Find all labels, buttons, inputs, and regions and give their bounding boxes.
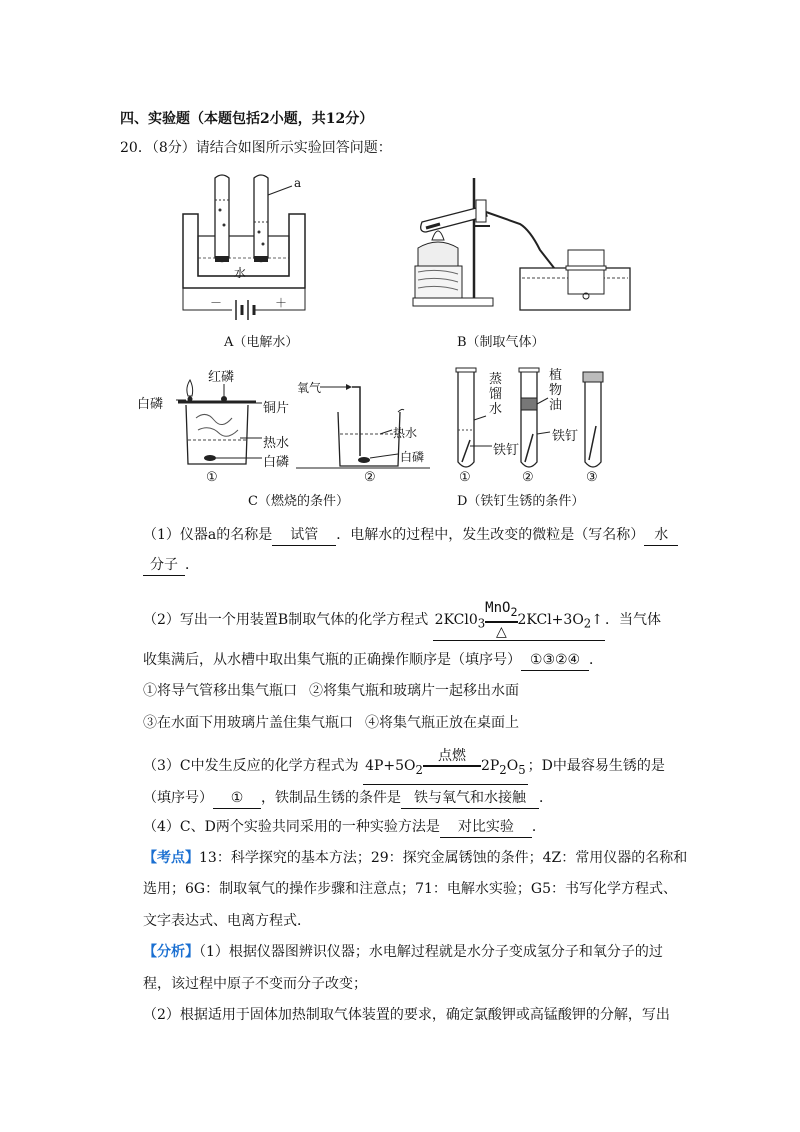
label-plant-oil: 植物油 <box>549 368 563 413</box>
q2-line2 <box>143 650 603 671</box>
q3-text-d: ，铁制品生锈的条件是 <box>261 790 401 806</box>
q2-eq-rhs: 2KCl+3O <box>517 611 584 628</box>
q3-eq-rhs-sub2: 5 <box>518 762 526 777</box>
q3-answer-1: ① <box>213 788 261 809</box>
label-hot-water2: 热水 <box>393 426 418 440</box>
q3-line2 <box>143 788 553 809</box>
q2-option-1: ①将导气管移出集气瓶口 <box>143 683 297 699</box>
label-c-n1: ① <box>206 470 218 485</box>
fenxi-line2: 程，该过程中原子不变而分子改变； <box>143 976 367 992</box>
q1-text-a: （1）仪器a的名称是 <box>143 527 273 543</box>
q3-answer-2: 铁与氧气和水接触 <box>401 788 539 809</box>
q2-option-3: ③在水面下用玻璃片盖住集气瓶口 <box>143 715 353 731</box>
label-oxygen: 氧气 <box>297 381 322 395</box>
label-water: 水 <box>234 266 247 280</box>
q3-eq-rhs-sub1: 2 <box>499 762 507 777</box>
q3-equation <box>363 748 528 785</box>
q1-end: ． <box>185 557 199 573</box>
label-d-n3: ③ <box>586 470 598 485</box>
q1-answer-1: 试管 <box>272 525 336 546</box>
q3-text-a: （3）C中发生反应的化学方程式为 <box>143 758 359 774</box>
q3-text-b: ；D中最容易生锈的是 <box>527 758 665 774</box>
kaodian-tag: 【考点】 <box>143 850 199 866</box>
q2-equation <box>433 600 605 641</box>
q2-end: ． <box>589 652 603 668</box>
q3-eq-rhs: 2P <box>480 758 500 774</box>
label-nail1: 铁钉 <box>493 443 520 458</box>
q2-options-row2 <box>143 713 519 733</box>
q2-cond-top: MnO <box>485 600 511 616</box>
kaodian-line2: 选用；6G：制取氧气的操作步骤和注意点；71：电解水实验；G5：书写化学方程式、 <box>143 881 677 897</box>
fenxi-tag: 【分析】 <box>143 944 199 960</box>
q4-end: ． <box>531 819 546 835</box>
label-a: a <box>294 176 302 190</box>
kaodian-text-1: 13：科学探究的基本方法；29：探究金属锈蚀的条件；4Z：常用仪器的名称和 <box>199 850 688 866</box>
q3-line1 <box>143 748 665 785</box>
section-title: 四、实验题（本题包括2小题，共12分） <box>120 111 374 127</box>
q2-eq-condition <box>485 600 517 640</box>
q4-text-a: （4）C、D两个实验共同采用的一种实验方法是 <box>143 819 440 835</box>
label-white-p: 白磷 <box>137 397 164 412</box>
q2-cond-bottom: △ <box>495 623 507 640</box>
q3-end: ． <box>539 790 553 806</box>
label-white-p2: 白磷 <box>263 455 290 470</box>
caption-c: C（燃烧的条件） <box>248 494 349 509</box>
q2-options-row1 <box>143 681 519 701</box>
q1-line1 <box>143 525 678 546</box>
caption-d: D（铁钉生锈的条件） <box>457 494 585 509</box>
kaodian-line3: 文字表达式、电离方程式． <box>143 913 311 929</box>
q2-text-a: （2）写出一个用装置B制取气体的化学方程式 <box>143 611 429 628</box>
q3-cond: 点燃 <box>437 748 466 764</box>
q3-eq-lhs-sub: 2 <box>415 762 423 777</box>
fenxi-text-1: （1）根据仪器图辨识仪器；水电解过程就是水分子变成氢分子和氧分子的过 <box>199 944 663 960</box>
q3-eq-lhs: 4P+5O <box>365 758 416 774</box>
q2-eq-lhs-sub: 3 <box>477 616 486 631</box>
question-points: （8分） <box>151 140 196 156</box>
label-c-n2: ② <box>364 470 376 485</box>
q2-text-c: 收集满后，从水槽中取出集气瓶的正确操作顺序是（填序号） <box>143 652 521 668</box>
q1-text-b: ．电解水的过程中，发生改变的微粒是（写名称） <box>336 527 645 543</box>
label-white-p3: 白磷 <box>400 450 425 464</box>
q2-answer: ①③②④ <box>521 650 589 671</box>
q2-cond-top-sub: 2 <box>510 604 518 619</box>
q2-option-2: ②将集气瓶和玻璃片一起移出水面 <box>309 683 519 699</box>
question-number: 20． <box>120 140 152 156</box>
q4-line <box>143 817 546 838</box>
q2-line1 <box>143 600 661 641</box>
label-d-n2: ② <box>522 470 534 485</box>
q2-eq-rhs-sub: 2 <box>583 616 592 631</box>
label-red-p: 红磷 <box>208 370 235 385</box>
q2-eq-arrow: ↑ <box>591 611 603 628</box>
caption-a: A（电解水） <box>224 335 299 350</box>
q2-option-4: ④将集气瓶正放在桌面上 <box>365 715 519 731</box>
q3-eq-condition <box>423 748 481 784</box>
q3-text-c: （填序号） <box>143 790 213 806</box>
q1-line2 <box>143 555 199 576</box>
caption-b: B（制取气体） <box>457 335 545 350</box>
label-distilled-water: 蒸馏水 <box>489 372 503 417</box>
q2-text-b: ．当气体 <box>604 611 661 628</box>
question-prompt: 请结合如图所示实验回答问题： <box>195 140 392 156</box>
label-minus: － <box>210 296 223 310</box>
q2-eq-lhs: 2KCl0 <box>434 611 478 628</box>
q3-eq-rhs-mid: O <box>506 758 519 774</box>
fenxi-line3: （2）根据适用于固体加热制取气体装置的要求，确定氯酸钾或高锰酸钾的分解，写出 <box>143 1007 670 1023</box>
q4-answer: 对比实验 <box>440 817 532 838</box>
label-hot-water: 热水 <box>263 436 290 451</box>
kaodian-line1 <box>143 848 687 868</box>
label-nail2: 铁钉 <box>552 429 579 444</box>
label-plus: ＋ <box>275 296 288 310</box>
fenxi-line1 <box>143 942 663 962</box>
label-copper: 铜片 <box>263 401 290 416</box>
q1-answer-2a: 水 <box>644 525 678 546</box>
q1-answer-2b: 分子 <box>143 555 185 576</box>
label-d-n1: ① <box>459 470 471 485</box>
